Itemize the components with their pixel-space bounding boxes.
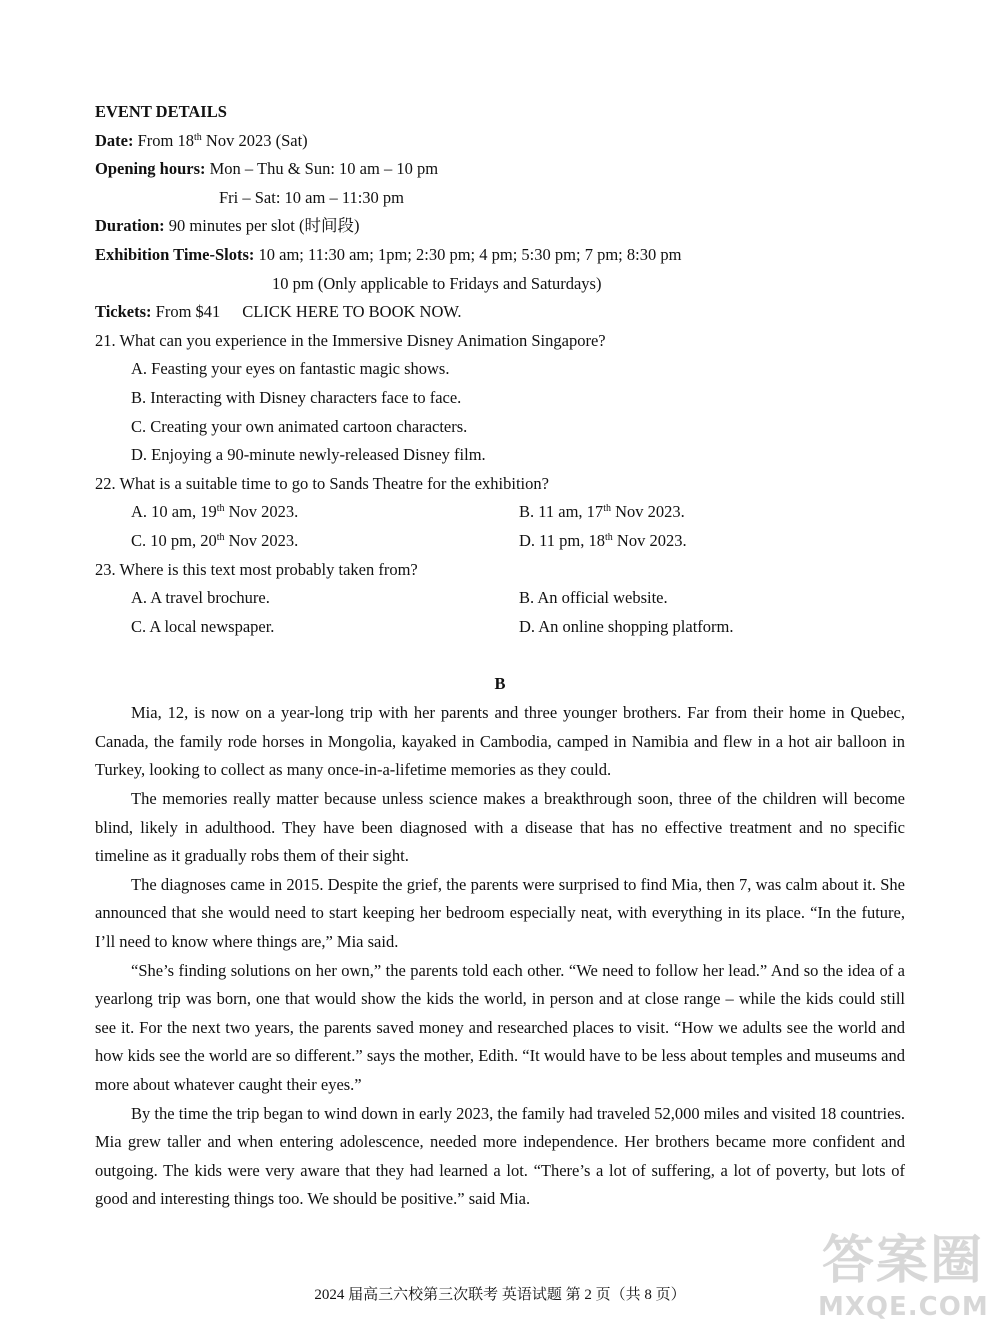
passage-paragraph: Mia, 12, is now on a year-long trip with her parents and three younger brothers. Far from their home in Quebec, Canada, the family rode horses in Mongolia, kayaked in Cambodia, camped in Namibia and flew in a hot air balloon in Turkey, looking to collect as many once-in-a-lifetime memories as they could.: [95, 703, 905, 780]
watermark-url: MXQE.COM: [818, 1292, 989, 1322]
time-slots: [95, 241, 905, 270]
exam-page: [95, 98, 905, 1214]
slots-label: Exhibition Time-Slots:: [95, 244, 255, 264]
hours-label: Opening hours:: [95, 159, 206, 179]
q23-option-c: C. A local newspaper.: [131, 616, 275, 636]
duration-value: 90 minutes per slot (时间段): [164, 216, 360, 236]
book-now-link[interactable]: CLICK HERE TO BOOK NOW.: [242, 302, 462, 322]
q21-option-d: D. Enjoying a 90-minute newly-released Disney film.: [131, 445, 486, 465]
passage-paragraph: “She’s finding solutions on her own,” the parents told each other. “We need to follow her lead.” And so the idea of a yearlong trip was born, one that would show the kids the world, in person and at close range – while the kids could still see it. For the next two years, the parents saved money and researched places to visit. “How we adults see the world and how kids see the world are so different.” says the mother, Edith. “It would have to be less about temples and museums and more about whatever caught their eyes.”: [95, 960, 905, 1094]
question-21-stem: 21. What can you experience in the Immersive Disney Animation Singapore?: [95, 330, 606, 350]
q23-option-a: A. A travel brochure.: [131, 588, 270, 608]
q22-option-c: C. 10 pm, 20th Nov 2023.: [131, 530, 299, 550]
q22-options-row-1: [95, 498, 905, 527]
date-sup: th: [194, 131, 202, 143]
opening-hours: [95, 155, 905, 184]
date-label: Date:: [95, 130, 134, 150]
passage-paragraph: The memories really matter because unless science makes a breakthrough soon, three of the children will become blind, likely in adulthood. They have been diagnosed with a disease that has no effective treatment and no specific timeline as it gradually robs them of their sight.: [95, 789, 905, 866]
slots-list: 10 am; 11:30 am; 1pm; 2:30 pm; 4 pm; 5:30 pm; 7 pm; 8:30 pm: [254, 244, 682, 264]
page-footer: 2024 届高三六校第三次联考 英语试题 第 2 页（共 8 页）: [314, 1287, 686, 1303]
section-b-title: B: [494, 674, 506, 694]
hours-weekday: Mon – Thu & Sun: 10 am – 10 pm: [205, 159, 439, 179]
q21-option-b: B. Interacting with Disney characters face to face.: [131, 387, 462, 407]
q21-option-a: A. Feasting your eyes on fantastic magic shows.: [131, 359, 450, 379]
q23-option-b: B. An official website.: [519, 588, 668, 608]
date-pre: From 18: [133, 130, 194, 150]
site-watermark: [818, 1218, 988, 1326]
q22-options-row-2: [95, 527, 905, 556]
hours-weekend: Fri – Sat: 10 am – 11:30 pm: [219, 187, 405, 207]
event-details-heading: EVENT DETAILS: [95, 102, 227, 121]
q23-options-row-2: [95, 613, 905, 642]
question-23-stem: 23. Where is this text most probably taken from?: [95, 559, 418, 579]
duration-label: Duration:: [95, 216, 165, 236]
slots-extra: 10 pm (Only applicable to Fridays and Saturdays): [272, 273, 602, 293]
q22-option-a: A. 10 am, 19th Nov 2023.: [131, 502, 299, 522]
event-date: [95, 127, 905, 156]
duration: [95, 212, 905, 241]
watermark-logo-text: 答案圈: [821, 1231, 984, 1291]
tickets-label: Tickets:: [95, 302, 152, 322]
tickets: [95, 298, 905, 327]
passage-paragraph: By the time the trip began to wind down in early 2023, the family had traveled 52,000 miles and visited 18 countries. Mia grew taller and when entering adolescence, needed more independence. Her brothers became more confident and outgoing. The kids were very aware that they had learned a lot. “There’s a lot of suffering, a lot of poverty, but lots of good and interesting things too. We should be positive.” said Mia.: [95, 1103, 905, 1209]
q21-option-c: C. Creating your own animated cartoon characters.: [131, 416, 468, 436]
date-post: Nov 2023 (Sat): [201, 130, 308, 150]
q23-options-row-1: [95, 584, 905, 613]
question-22-stem: 22. What is a suitable time to go to Sands Theatre for the exhibition?: [95, 473, 549, 493]
q23-option-d: D. An online shopping platform.: [519, 616, 734, 636]
passage-paragraph: The diagnoses came in 2015. Despite the grief, the parents were surprised to find Mia, then 7, was calm about it. She announced that she would need to start keeping her bedroom especially neat, with everything in its place. “In the future, I’ll need to know where things are,” Mia said.: [95, 874, 905, 952]
tickets-value: From $41: [151, 302, 221, 322]
q22-option-b: B. 11 am, 17th Nov 2023.: [519, 502, 685, 522]
q22-option-d: D. 11 pm, 18th Nov 2023.: [519, 530, 687, 550]
